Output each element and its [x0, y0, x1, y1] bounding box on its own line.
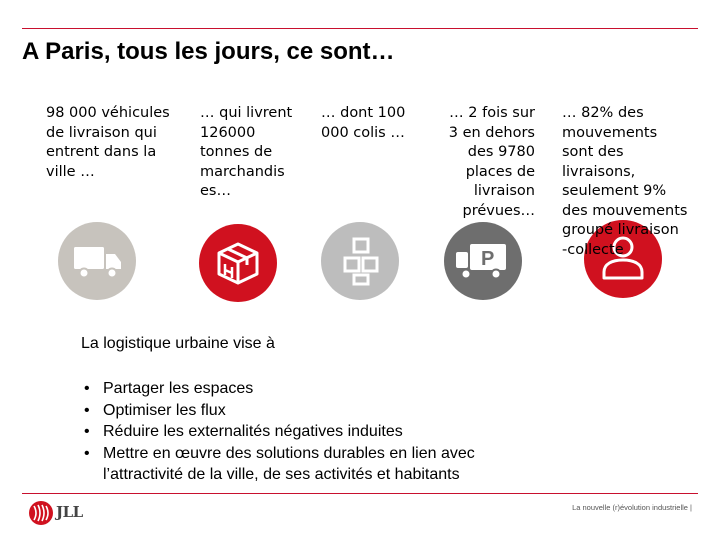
stat-line: groupé livraison — [562, 222, 679, 238]
stat-line: 126000 — [200, 124, 256, 141]
jll-logo-icon — [28, 500, 54, 526]
stat-line: -collecte — [562, 241, 624, 258]
stat-column-1 — [46, 104, 178, 182]
stat-line: places de — [465, 163, 535, 180]
stat-line: marchandis — [200, 163, 285, 180]
stat-line: es… — [200, 183, 231, 199]
stat-line: prévues… — [462, 202, 535, 219]
bullet-item: • Mettre en œuvre des solutions durables en lien avec l’attractivité de la ville, de ses activités et habitants — [81, 443, 521, 486]
stat-column-3 — [321, 104, 416, 143]
stat-line: des 9780 — [467, 144, 535, 160]
stat-column-2 — [200, 104, 302, 202]
stat-line: 3 en dehors — [448, 124, 535, 141]
footer-caption: La nouvelle (r)évolution industrielle | — [572, 503, 692, 512]
logo-wordmark: JLL — [56, 503, 83, 521]
stat-line: seulement 9% — [562, 183, 667, 199]
stat-line: tonnes de — [200, 144, 273, 160]
package-box-icon — [199, 224, 277, 302]
stat-line: 000 colis … — [321, 124, 405, 141]
logistics-heading: La logistique urbaine vise à — [81, 335, 275, 352]
parking-truck-icon — [444, 222, 522, 300]
svg-text:P: P — [481, 248, 495, 270]
slide-title: A Paris, tous les jours, ce sont… — [22, 38, 395, 65]
stat-line: 98 000 véhicules — [46, 105, 170, 121]
stat-line: entrent dans la — [46, 144, 157, 160]
stat-line: … 82% des — [562, 105, 644, 121]
stat-line: ville … — [46, 163, 95, 180]
stat-line: … dont 100 — [321, 105, 406, 121]
bullet-item: • Optimiser les flux — [81, 400, 521, 422]
bullet-item: • Partager les espaces — [81, 378, 521, 400]
bullet-item: • Réduire les externalités négatives induites — [81, 421, 521, 443]
stat-line: livraison — [473, 183, 535, 199]
stat-line: sont des — [562, 144, 624, 160]
stat-line: … 2 fois sur — [449, 105, 535, 121]
top-divider — [22, 28, 698, 29]
stacked-boxes-icon — [321, 222, 399, 300]
stat-line: mouvements — [562, 124, 658, 141]
stat-line: des mouvements — [562, 202, 688, 219]
stat-column-4 — [432, 104, 535, 221]
logistics-bullet-list — [81, 378, 521, 486]
stat-column-5 — [562, 104, 702, 260]
stat-line: de livraison qui — [46, 124, 157, 141]
stat-line: livraisons, — [562, 163, 636, 180]
stat-line: … qui livrent — [200, 105, 293, 121]
delivery-truck-icon — [58, 222, 136, 300]
bottom-divider — [22, 493, 698, 494]
